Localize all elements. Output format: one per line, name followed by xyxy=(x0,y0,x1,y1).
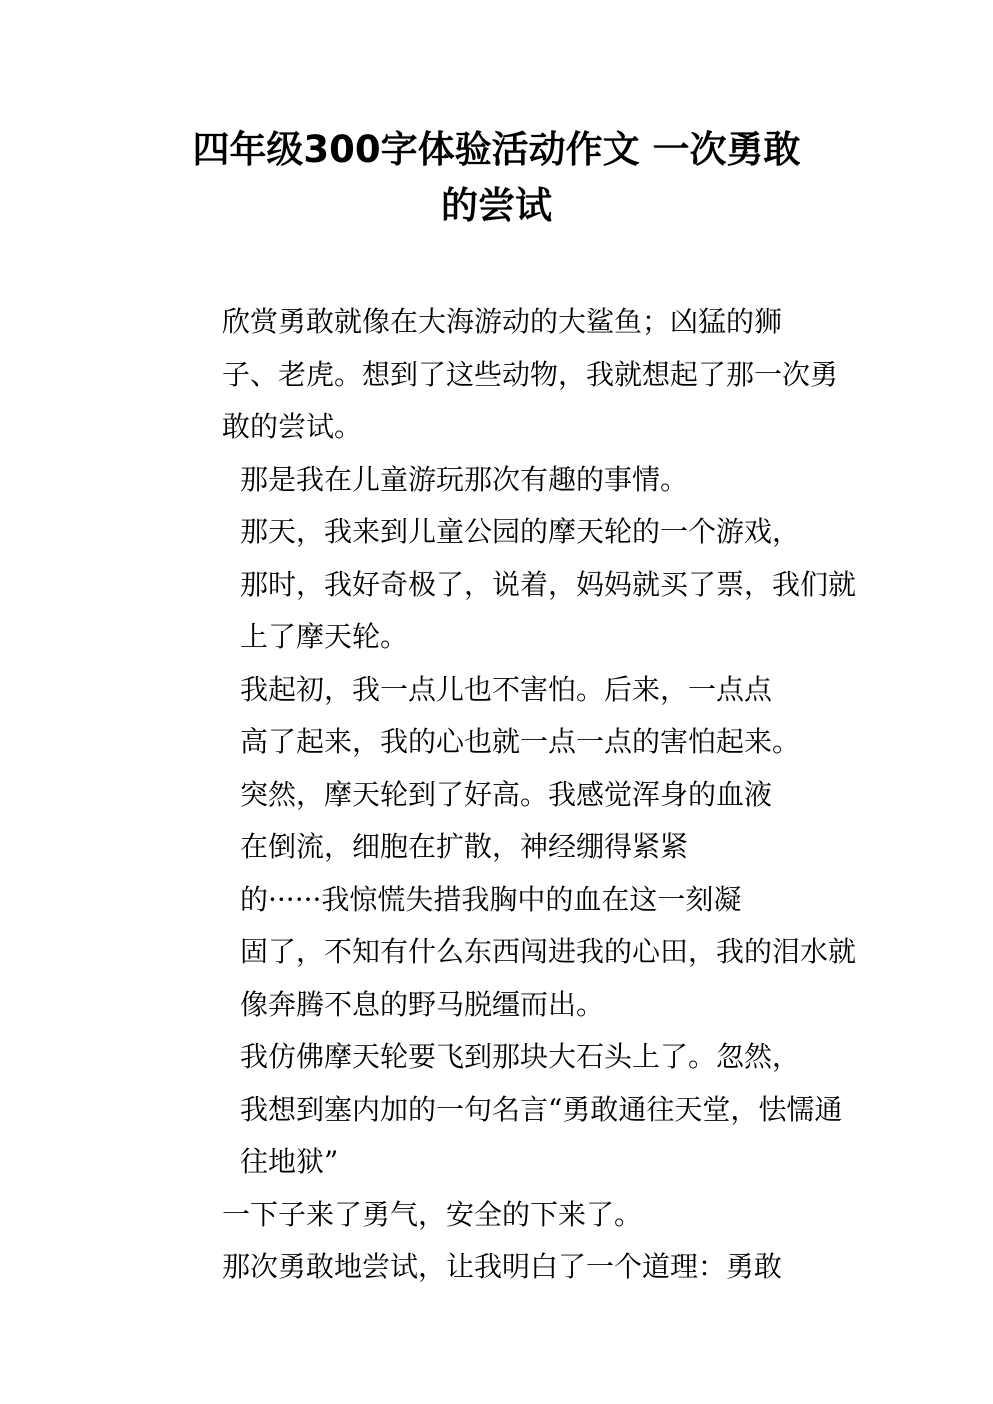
text-line: 像奔腾不息的野马脱缰而出。 xyxy=(240,987,605,1021)
text-line: 敢的尝试。 xyxy=(222,410,363,443)
text-line: 高了起来，我的心也就一点一点的害怕起来。 xyxy=(240,725,801,758)
essay-body xyxy=(166,296,857,1294)
text-line: 那次勇敢地尝试，让我明白了一个道理：勇敢 xyxy=(222,1250,783,1283)
text-line: 往地狱” xyxy=(240,1145,339,1178)
paragraph xyxy=(166,769,857,1032)
text-line: 子、老虎。想到了这些动物，我就想起了那一次勇 xyxy=(222,357,839,391)
paragraph xyxy=(166,454,828,507)
title-line: 四年级300字体验活动作文 一次勇敢 xyxy=(192,128,801,171)
text-line: 突然，摩天轮到了好高。我感觉浑身的血液 xyxy=(240,777,773,811)
document-title xyxy=(140,122,853,234)
title-line: 的尝试 xyxy=(441,184,552,227)
paragraph xyxy=(166,1031,843,1189)
paragraph xyxy=(166,296,839,454)
text-line: 一下子来了勇气，安全的下来了。 xyxy=(222,1197,643,1231)
text-line: 的······我惊慌失措我胸中的血在这一刻凝 xyxy=(240,882,742,916)
paragraph xyxy=(166,506,857,664)
text-line: 欣赏勇敢就像在大海游动的大鲨鱼；凶猛的狮 xyxy=(222,305,783,338)
text-line: 我仿佛摩天轮要飞到那块大石头上了。忽然， xyxy=(240,1040,801,1073)
text-line: 上了摩天轮。 xyxy=(240,620,409,653)
text-line: 在倒流，细胞在扩散，神经绷得紧紧 xyxy=(240,830,689,863)
text-line: 那是我在儿童游玩那次有趣的事情。 xyxy=(240,462,689,496)
text-line: 那时，我好奇极了，说着，妈妈就买了票，我们就 xyxy=(240,567,857,601)
text-line: 那天，我来到儿童公园的摩天轮的一个游戏， xyxy=(240,515,801,548)
text-line: 我起初，我一点儿也不害怕。后来，一点点 xyxy=(240,672,773,706)
text-line: 我想到塞内加的一句名言“勇敢通往天堂，怯懦通 xyxy=(240,1092,843,1126)
paragraph xyxy=(166,664,828,769)
paragraph xyxy=(166,1189,828,1242)
text-line: 固了，不知有什么东西闯进我的心田，我的泪水就 xyxy=(240,935,857,968)
paragraph xyxy=(166,1241,828,1294)
